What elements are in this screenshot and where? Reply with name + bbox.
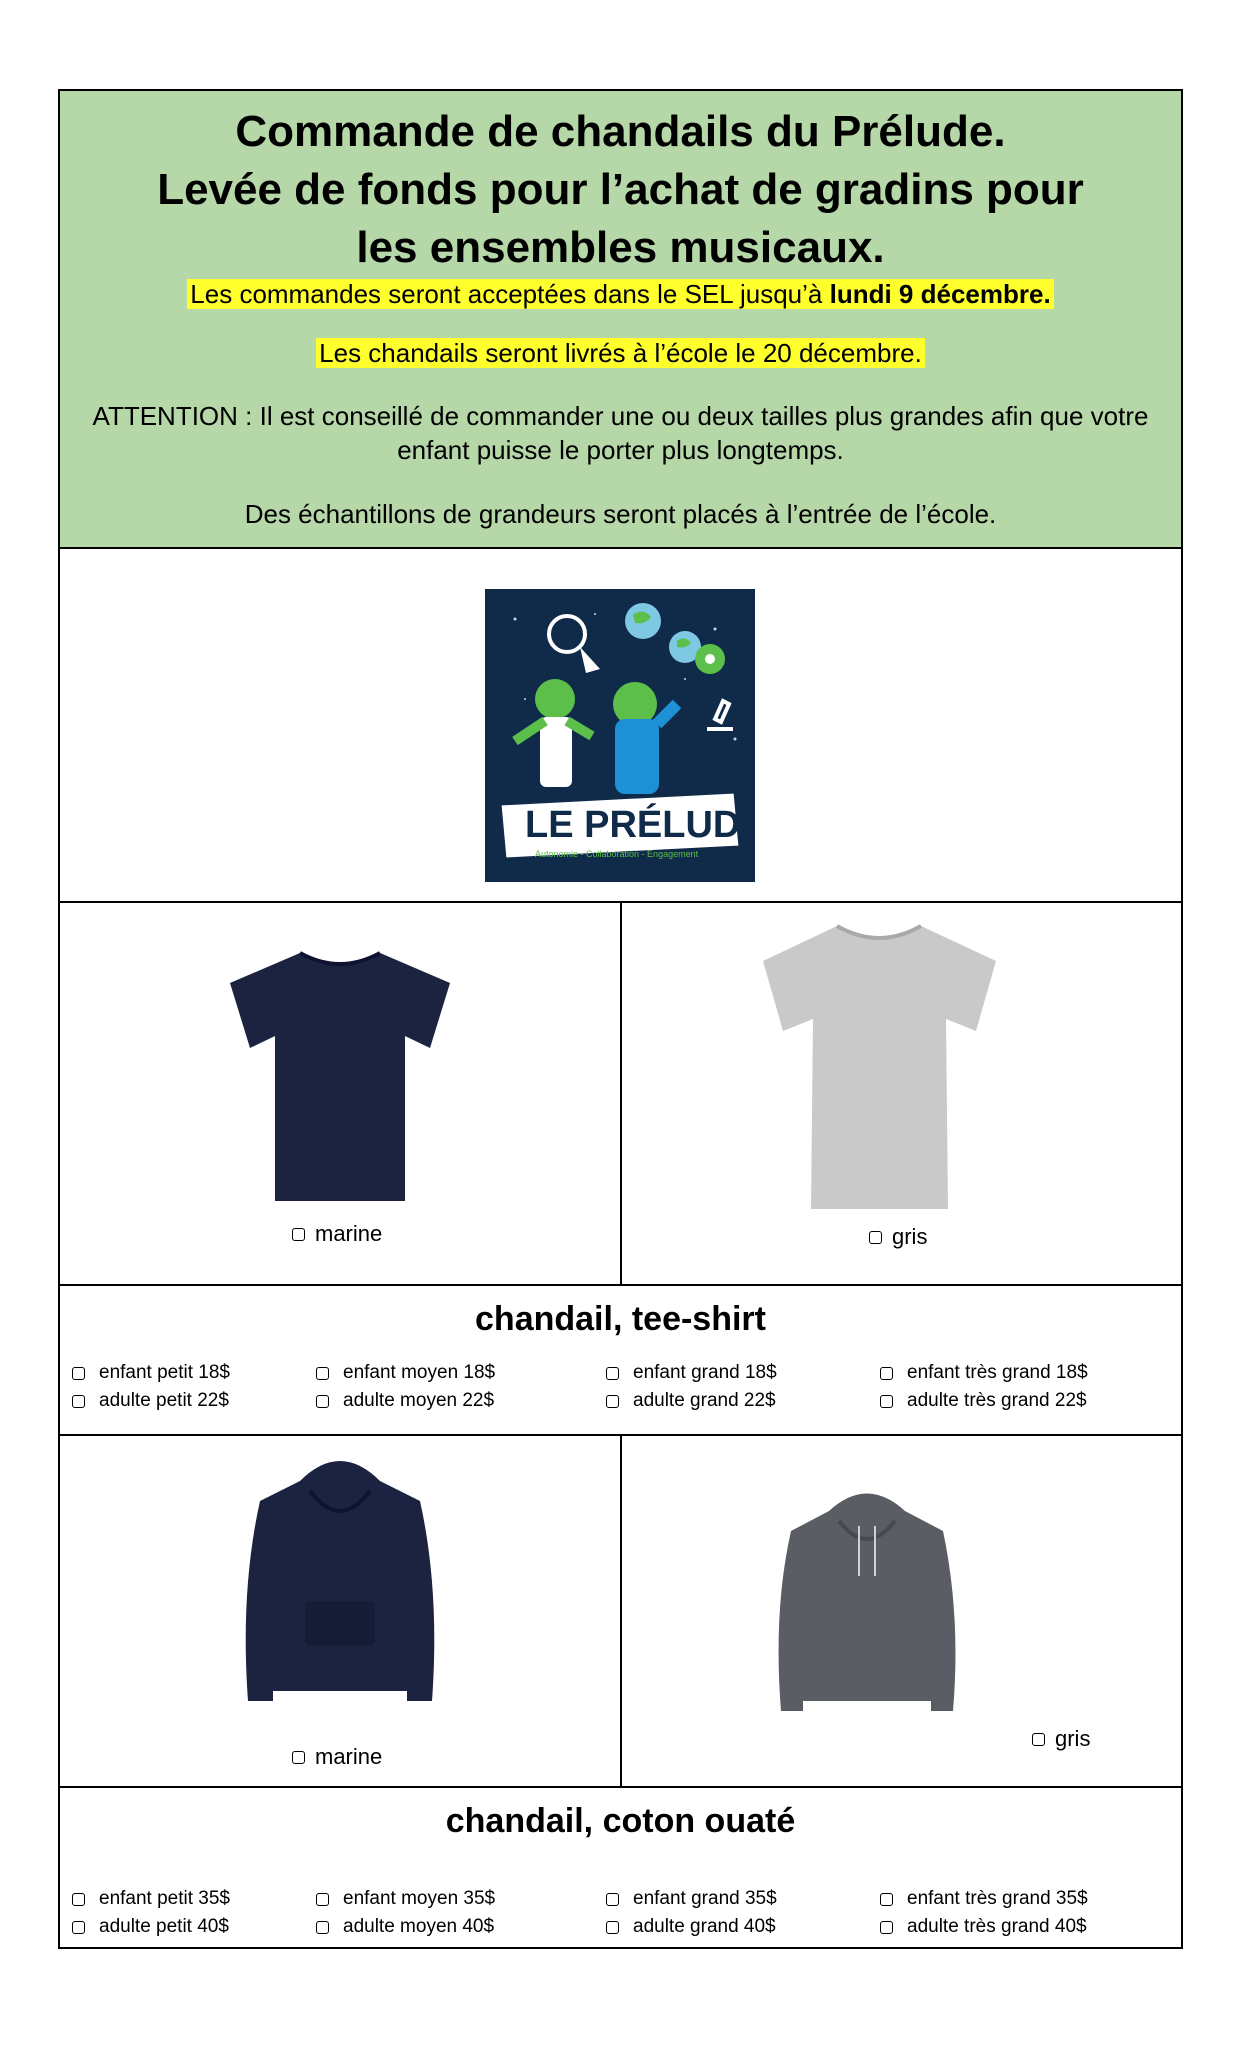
- tee-navy-checkbox[interactable]: [292, 1228, 305, 1241]
- tee-size-option[interactable]: [880, 1390, 1087, 1412]
- tee-size-option[interactable]: [606, 1362, 777, 1384]
- hoodie-size-option[interactable]: [316, 1888, 495, 1910]
- title-line-1: Commande de chandails du Prélude.: [235, 107, 1006, 156]
- delivery-date: [60, 338, 1181, 369]
- hoodie-navy-option[interactable]: [292, 1744, 382, 1770]
- navy-hoodie-image: [235, 1451, 445, 1721]
- order-deadline-text: Les commandes seront acceptées dans le SEL jusqu’à: [190, 279, 830, 309]
- size-label: adulte grand 40$: [633, 1916, 776, 1937]
- hoodie-images-row: [60, 1436, 1181, 1788]
- checkbox[interactable]: [880, 1921, 893, 1934]
- size-label: adulte très grand 22$: [907, 1390, 1087, 1411]
- size-label: enfant petit 18$: [99, 1362, 230, 1383]
- hoodie-size-option[interactable]: [880, 1888, 1088, 1910]
- prelude-logo: [485, 589, 755, 882]
- checkbox[interactable]: [316, 1921, 329, 1934]
- title-line-2: Levée de fonds pour l’achat de gradins pour: [157, 165, 1084, 214]
- size-label: adulte très grand 40$: [907, 1916, 1087, 1937]
- tee-navy-option[interactable]: [292, 1221, 382, 1247]
- hoodie-size-option[interactable]: [606, 1916, 776, 1938]
- checkbox[interactable]: [316, 1893, 329, 1906]
- samples-note: Des échantillons de grandeurs seront placés à l’entrée de l’école.: [244, 499, 997, 529]
- page-title: [60, 103, 1181, 277]
- tee-grey-option[interactable]: [869, 1224, 927, 1250]
- size-label: enfant moyen 35$: [343, 1888, 496, 1909]
- size-label: enfant petit 35$: [99, 1888, 230, 1909]
- hoodie-grey-cell: [622, 1436, 1183, 1786]
- size-label: adulte moyen 22$: [343, 1390, 495, 1411]
- tee-images-row: [60, 903, 1181, 1286]
- order-deadline: [60, 279, 1181, 310]
- hoodie-grey-checkbox[interactable]: [1032, 1733, 1045, 1746]
- tee-section-title: chandail, tee-shirt: [475, 1300, 766, 1338]
- size-label: adulte petit 40$: [99, 1916, 229, 1937]
- size-label: enfant très grand 35$: [907, 1888, 1088, 1909]
- tee-sizes-section: [60, 1286, 1181, 1436]
- tee-size-option[interactable]: [880, 1362, 1088, 1384]
- hoodie-grey-label: gris: [1055, 1726, 1091, 1751]
- title-line-3: les ensembles musicaux.: [356, 223, 885, 272]
- grey-tee-image: [757, 918, 1002, 1228]
- prelude-logo-art: [485, 589, 755, 882]
- attention-note: ATTENTION : Il est conseillé de commander une ou deux tailles plus grandes afin que votre enfant puisse le porter plus longtemps.: [92, 401, 1149, 465]
- hoodie-size-option[interactable]: [880, 1916, 1087, 1938]
- hoodie-navy-cell: [60, 1436, 622, 1786]
- size-label: enfant très grand 18$: [907, 1362, 1088, 1383]
- size-label: adulte grand 22$: [633, 1390, 776, 1411]
- checkbox[interactable]: [606, 1395, 619, 1408]
- size-label: enfant moyen 18$: [343, 1362, 496, 1383]
- checkbox[interactable]: [880, 1367, 893, 1380]
- hoodie-size-option[interactable]: [606, 1888, 777, 1910]
- header-section: [60, 91, 1181, 549]
- logo-tagline: Autonomie - Collaboration - Engagement: [535, 849, 699, 859]
- order-form: [58, 89, 1183, 1949]
- checkbox[interactable]: [316, 1367, 329, 1380]
- hoodie-size-option[interactable]: [72, 1888, 230, 1910]
- navy-tee-image: [220, 943, 460, 1213]
- hoodie-size-option[interactable]: [72, 1916, 229, 1938]
- checkbox[interactable]: [606, 1367, 619, 1380]
- tee-grey-checkbox[interactable]: [869, 1231, 882, 1244]
- tee-navy-label: marine: [315, 1221, 383, 1246]
- hoodie-navy-label: marine: [315, 1744, 383, 1769]
- order-deadline-date: lundi 9 décembre.: [829, 279, 1051, 309]
- checkbox[interactable]: [72, 1893, 85, 1906]
- logo-section: [60, 549, 1181, 903]
- tee-size-option[interactable]: [72, 1390, 229, 1412]
- hoodie-size-option[interactable]: [316, 1916, 494, 1938]
- checkbox[interactable]: [606, 1893, 619, 1906]
- checkbox[interactable]: [72, 1367, 85, 1380]
- size-label: enfant grand 35$: [633, 1888, 777, 1909]
- checkbox[interactable]: [72, 1921, 85, 1934]
- checkbox[interactable]: [880, 1893, 893, 1906]
- tee-grey-label: gris: [892, 1224, 928, 1249]
- checkbox[interactable]: [880, 1395, 893, 1408]
- size-label: enfant grand 18$: [633, 1362, 777, 1383]
- tee-size-option[interactable]: [72, 1362, 230, 1384]
- hoodie-grey-option[interactable]: [1032, 1726, 1090, 1752]
- hoodie-section-title: chandail, coton ouaté: [445, 1802, 796, 1840]
- size-label: adulte petit 22$: [99, 1390, 229, 1411]
- delivery-date-text: Les chandails seront livrés à l’école le 20 décembre.: [316, 338, 925, 368]
- hoodie-navy-checkbox[interactable]: [292, 1751, 305, 1764]
- tee-navy-cell: [60, 903, 622, 1284]
- hoodie-sizes-section: [60, 1788, 1181, 1949]
- logo-name: LE PRÉLUDE: [525, 804, 755, 846]
- tee-size-option[interactable]: [606, 1390, 776, 1412]
- tee-size-option[interactable]: [316, 1362, 495, 1384]
- order-deadline-highlight: [187, 279, 1053, 309]
- tee-grey-cell: [622, 903, 1183, 1284]
- checkbox[interactable]: [72, 1395, 85, 1408]
- tee-size-option[interactable]: [316, 1390, 494, 1412]
- checkbox[interactable]: [606, 1921, 619, 1934]
- grey-hoodie-image: [767, 1486, 967, 1736]
- checkbox[interactable]: [316, 1395, 329, 1408]
- size-label: adulte moyen 40$: [343, 1916, 495, 1937]
